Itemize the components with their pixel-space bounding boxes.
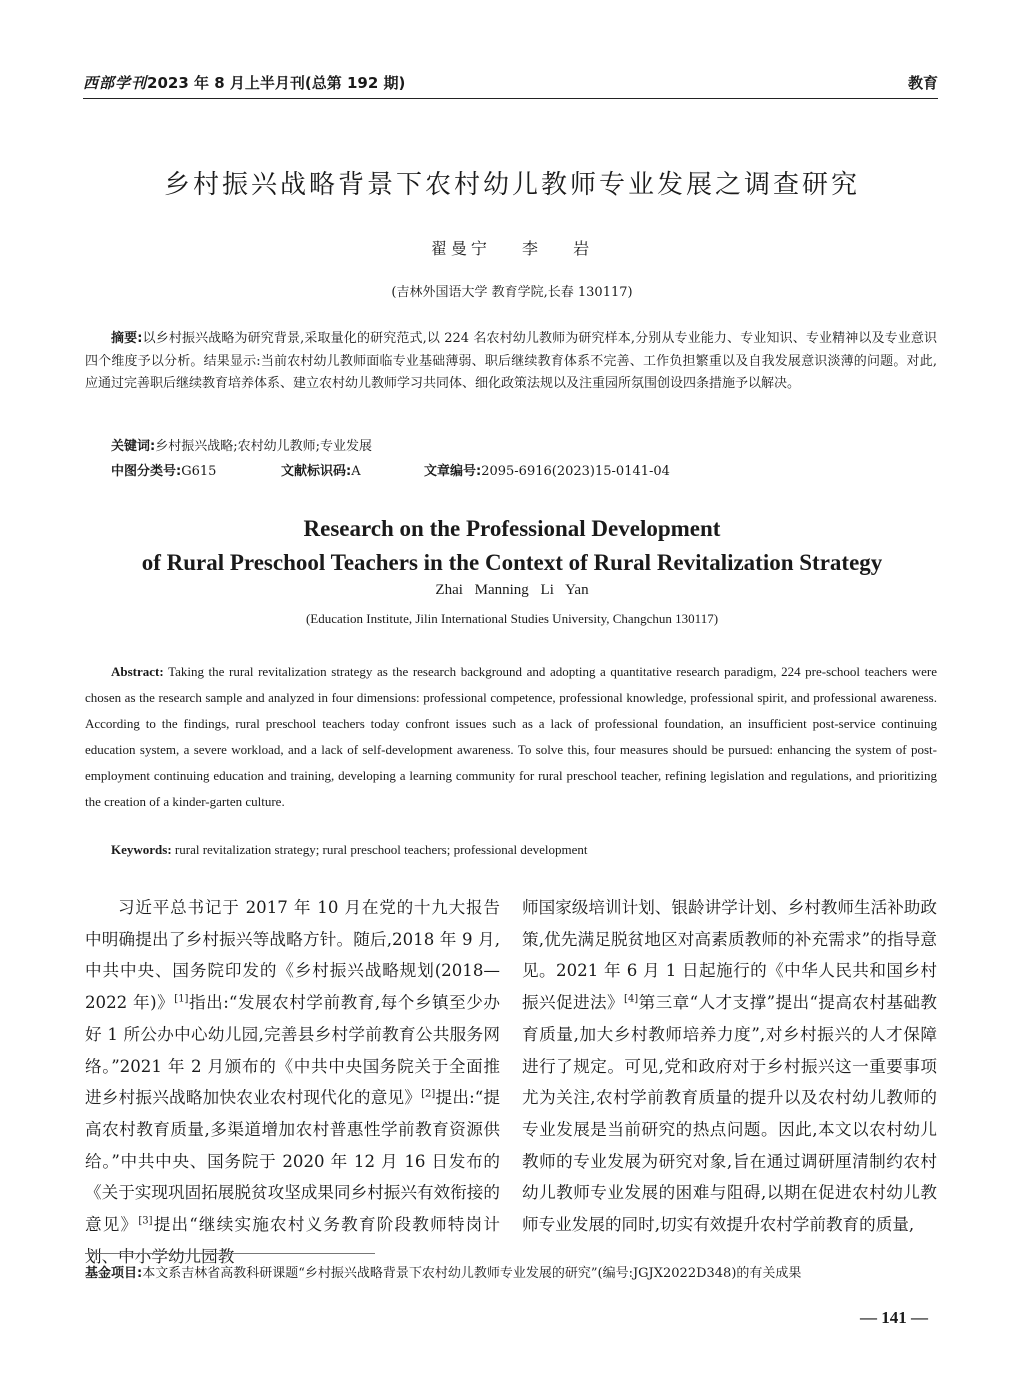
body-text: 提出:“提高农村教育质量,多渠道增加农村普惠性学前教育资源供给。”中共中央、国务院于 2020 年 12 月 16 日发布的《关于实现巩固拓展脱贫攻坚成果同乡村振兴有效衔接的意见》 xyxy=(85,1088,501,1235)
citation-ref: [4] xyxy=(624,993,639,1005)
article-label: 文章编号: xyxy=(424,464,482,479)
document-code xyxy=(281,460,361,479)
keywords-zh-label: 关键词: xyxy=(111,439,156,454)
abstract-zh xyxy=(85,328,937,396)
journal-logo: 西部学刊 xyxy=(83,74,148,92)
doc-label: 文献标识码: xyxy=(281,464,352,479)
footnote-label: 基金项目: xyxy=(85,1266,143,1281)
body-text: 师国家级培训计划、银龄讲学计划、乡村教师生活补助政策,优先满足脱贫地区对高素质教师的补充需求”的指导意见。2021 年 6 月 1 日起施行的《中华人民共和国乡村振兴促进法》 xyxy=(522,898,937,1013)
funding-footnote xyxy=(85,1262,945,1281)
citation-ref: [1] xyxy=(174,993,189,1005)
keywords-en-text: rural revitalization strategy; rural preschool teachers; professional development xyxy=(174,842,588,857)
paper-title-zh: 乡村振兴战略背景下农村幼儿教师专业发展之调查研究 xyxy=(163,170,860,200)
page-number: — 141 — xyxy=(860,1308,928,1327)
body-text: 提出“继续实施农村义务教育阶段教师特岗计划、中小学幼儿园教 xyxy=(85,1215,501,1266)
keywords-zh-text: 乡村振兴战略;农村幼儿教师;专业发展 xyxy=(155,439,372,454)
abstract-zh-text: 以乡村振兴战略为研究背景,采取量化的研究范式,以 224 名农村幼儿教师为研究样本,分别从专业能力、专业知识、专业精神以及专业意识四个维度予以分析。结果显示:当前农村幼儿教师面临专业基础薄弱、职后继续教育体系不完善、工作负担繁重以及自我发展意识淡薄的问题。对此,应通过完善职后继续教育培养体系、建立农村幼儿教师学习共同体、细化政策法规以及注重园所氛围创设四条措施予以解决。 xyxy=(85,331,937,391)
title-en-line-1: Research on the Professional Development xyxy=(303,516,721,541)
authors-zh: 翟曼宁 李 岩 xyxy=(430,239,594,258)
body-text: 指出:“发展农村学前教育,每个乡镇至少办好 1 所公办中心幼儿园,完善县乡村学前教育公共服务网络。”2021 年 2 月颁布的《中共中央国务院关于全面推进乡村振兴战略加快农业农村现代化的意见》 xyxy=(85,993,500,1108)
abstract-zh-label: 摘要: xyxy=(111,331,143,346)
clc-label: 中图分类号: xyxy=(111,464,182,479)
article-value: 2095-6916(2023)15-0141-04 xyxy=(481,464,670,479)
section-name: 教育 xyxy=(907,74,938,92)
article-number xyxy=(424,460,670,479)
body-text: 第三章“人才支撑”提出“提高农村基础教育质量,加大乡村教师培养力度”,对乡村振兴的人才保障进行了规定。可见,党和政府对于乡村振兴这一重要事项尤为关注,农村学前教育质量的提升以及农村幼儿教师的专业发展是当前研究的热点问题。因此,本文以农村幼儿教师的专业发展为研究对象,旨在通过调研厘清制约农村幼儿教师专业发展的困难与阻碍,以期在促进农村幼儿教师专业发展的同时,切实有效提升农村学前教育的质量, xyxy=(522,993,938,1235)
keywords-en-label: Keywords: xyxy=(111,842,172,857)
affiliation-en: (Education Institute, Jilin International Studies University, Changchun 130117) xyxy=(305,611,719,626)
doc-value: A xyxy=(351,464,361,479)
abstract-en xyxy=(85,659,937,815)
citation-ref: [2] xyxy=(421,1088,436,1100)
affiliation-zh: (吉林外国语大学 教育学院,长春 130117) xyxy=(391,285,633,300)
running-header xyxy=(83,72,938,99)
abstract-en-label: Abstract: xyxy=(111,664,164,679)
footnote-text: 本文系吉林省高教科研课题“乡村振兴战略背景下农村幼儿教师专业发展的研究”(编号:JGJX2022D348)的有关成果 xyxy=(142,1266,802,1281)
keywords-en xyxy=(111,842,588,858)
footnote-divider xyxy=(85,1253,375,1254)
abstract-en-text: Taking the rural revitalization strategy as the research background and adopting a quantitative research paradigm, 224 pre-school teachers were chosen as the research sample and analyzed in four dimensions: professional competence, professional knowledge, professional spirit, and professional awareness. According to the findings, rural preschool teachers today confront issues such as a lack of professional foundation, an insufficient post-service continuing education system, a severe workload, and a lack of self-development awareness. To solve this, four measures should be pursued: enhancing the system of post-employment continuing education and training, developing a learning community for rural preschool teacher, refining legislation and regulations, and prioritizing the creation of a kinder-garten culture. xyxy=(85,664,938,809)
keywords-zh xyxy=(111,435,372,454)
body-column-left xyxy=(85,892,500,1272)
issue-info: 2023 年 8 月上半月刊(总第 192 期) xyxy=(147,74,406,92)
authors-en: Zhai Manning Li Yan xyxy=(435,582,589,598)
body-text: 习近平总书记于 2017 年 10 月在党的十九大报告中明确提出了乡村振兴等战略方针。随后,2018 年 9 月,中共中央、国务院印发的《乡村振兴战略规划(2018—2022 年)》 xyxy=(85,898,500,1013)
paper-title-en xyxy=(0,512,1024,580)
clc-code xyxy=(111,460,216,479)
clc-value: G615 xyxy=(181,464,217,479)
title-en-line-2: of Rural Preschool Teachers in the Context of Rural Revitalization Strategy xyxy=(141,550,883,575)
body-column-right xyxy=(522,892,937,1241)
citation-ref: [3] xyxy=(138,1215,153,1227)
